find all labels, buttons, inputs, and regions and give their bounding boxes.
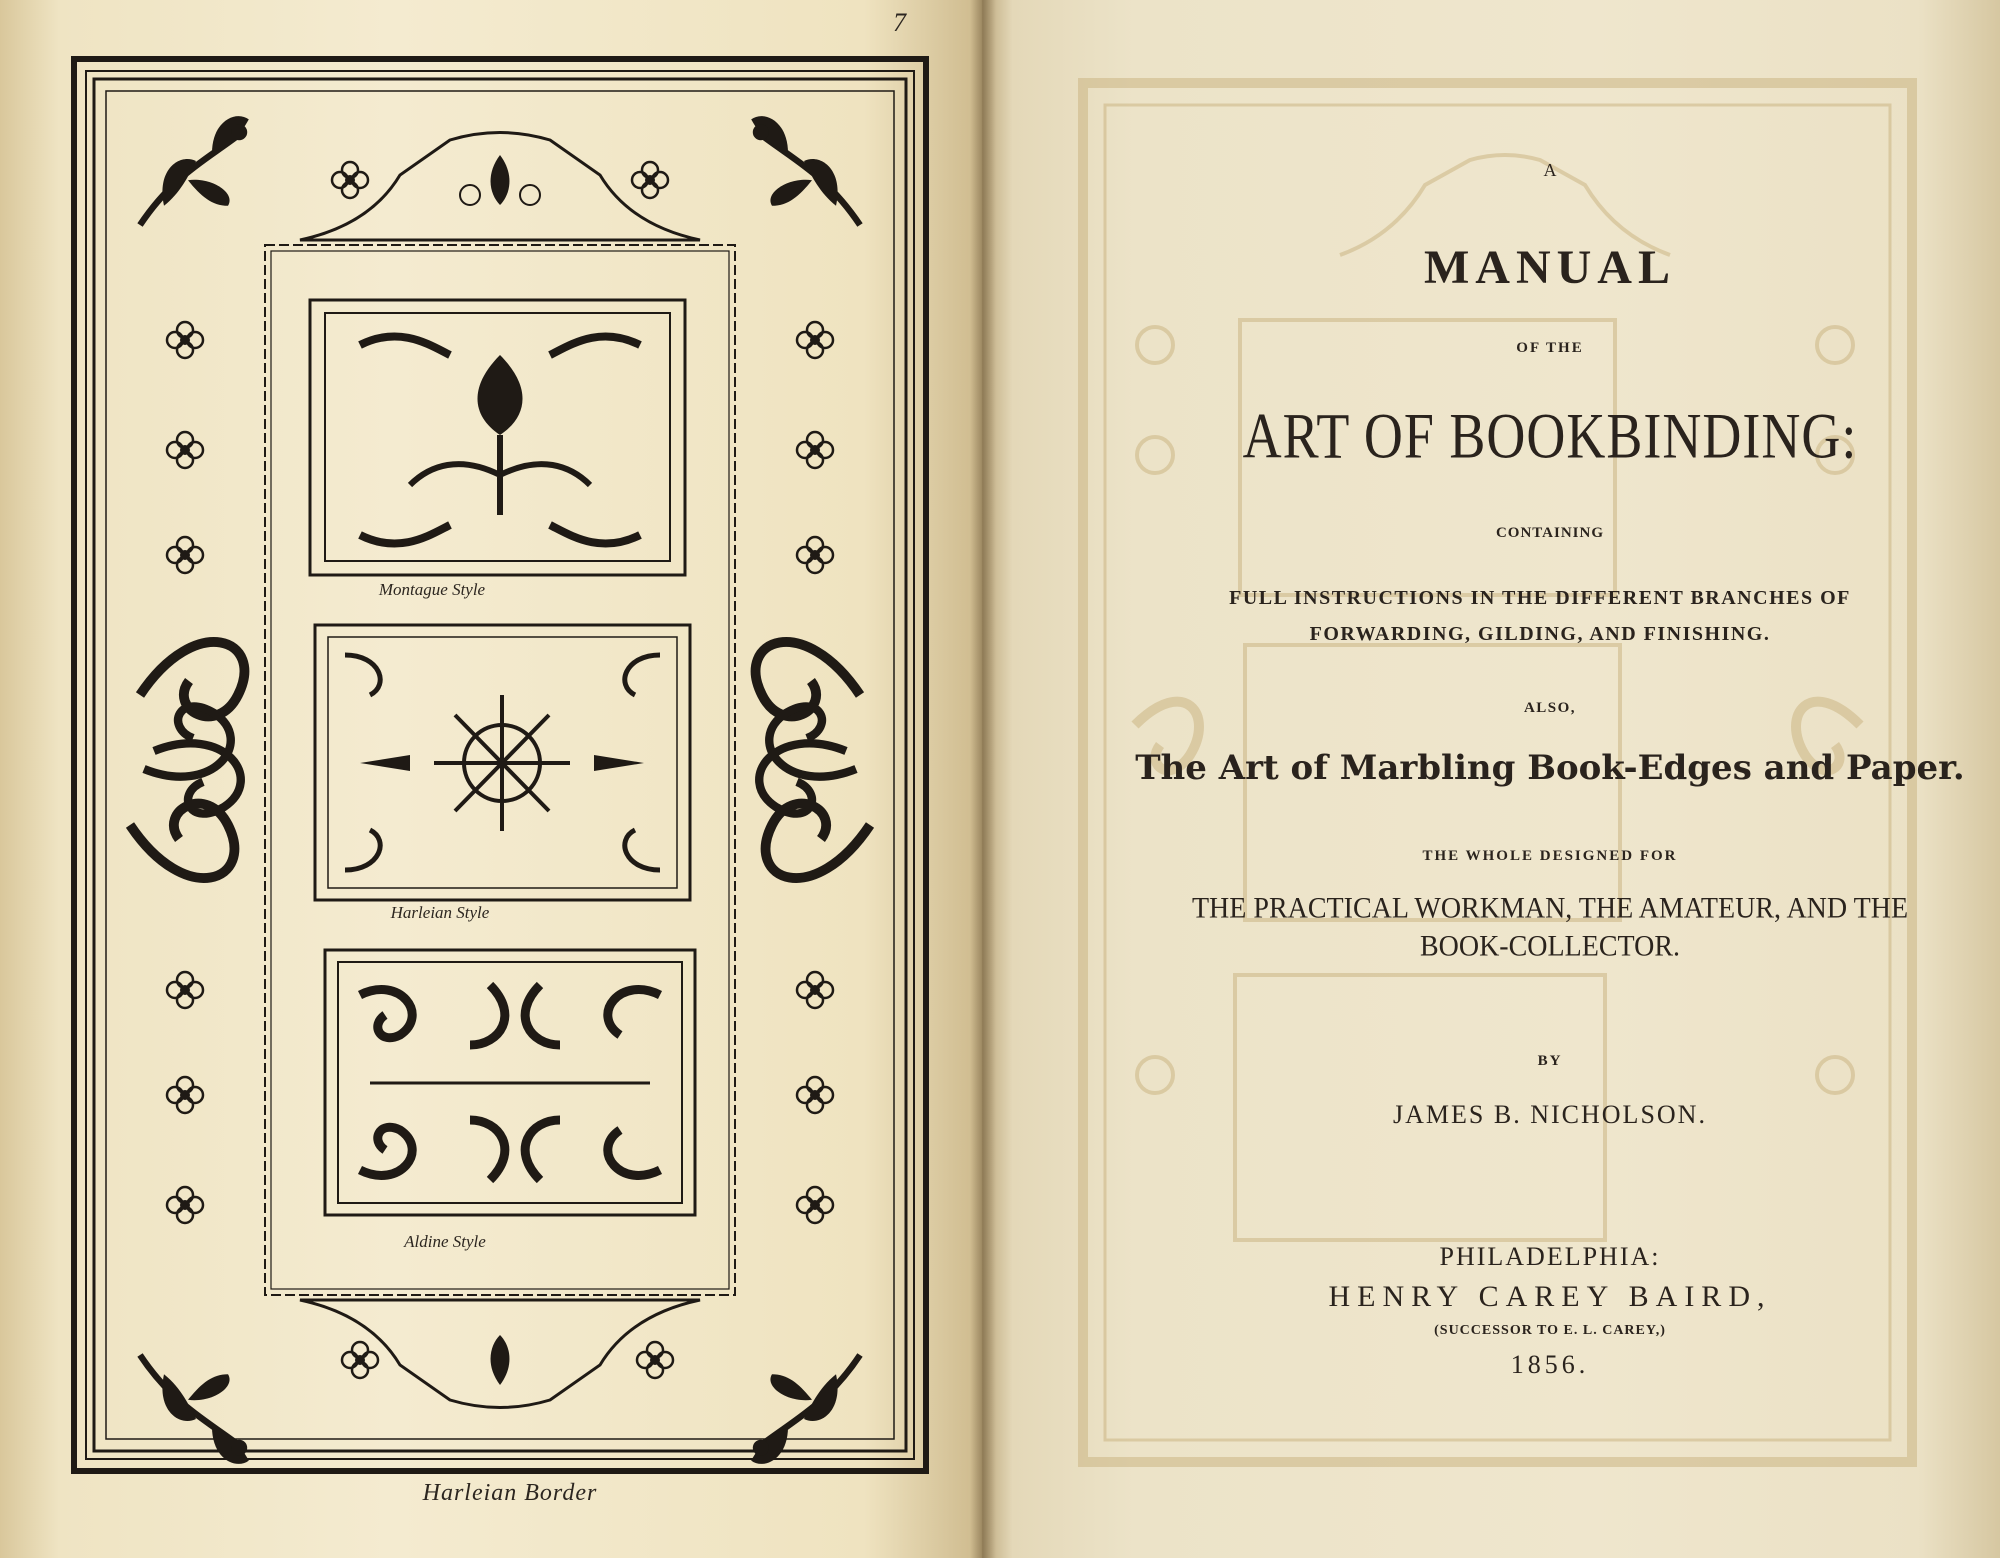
instructions-line-2: FORWARDING, GILDING, AND FINISHING. xyxy=(1309,623,1771,645)
title-manual: MANUAL xyxy=(1424,241,1676,294)
panel-label-harleian: Harleian Style xyxy=(390,903,490,922)
book-gutter xyxy=(970,0,996,1558)
plate-caption: Harleian Border xyxy=(422,1480,598,1506)
imprint-year: 1856. xyxy=(1510,1350,1590,1379)
author-name: JAMES B. NICHOLSON. xyxy=(1393,1100,1707,1129)
harleian-border-plate xyxy=(70,55,930,1475)
page-number: 7 xyxy=(893,8,906,37)
also-label: ALSO, xyxy=(1523,700,1577,716)
marbling-subtitle: The Art of Marbling Book-Edges and Paper. xyxy=(1135,748,1965,788)
title-article: A xyxy=(1543,160,1557,180)
audience-line-1: THE PRACTICAL WORKMAN, THE AMATEUR, AND THE xyxy=(1191,892,1909,925)
imprint-successor: (SUCCESSOR TO E. L. CAREY,) xyxy=(1434,1323,1666,1338)
title-of-the: OF THE xyxy=(1516,340,1584,356)
instructions-line-1: FULL INSTRUCTIONS IN THE DIFFERENT BRANCHES OF xyxy=(1229,587,1851,609)
panel-label-aldine: Aldine Style xyxy=(404,1232,486,1251)
imprint-city: PHILADELPHIA: xyxy=(1439,1242,1661,1271)
frontispiece-page xyxy=(0,0,982,1558)
panel-label-montague: Montague Style xyxy=(378,580,486,599)
designed-for-label: THE WHOLE DESIGNED FOR xyxy=(1422,848,1678,864)
imprint-publisher: HENRY CAREY BAIRD, xyxy=(1328,1280,1772,1313)
instructions-text xyxy=(1160,580,1920,652)
by-label: BY xyxy=(1537,1053,1563,1069)
containing-label: CONTAINING xyxy=(1495,525,1605,541)
title-subject: ART OF BOOKBINDING: xyxy=(1242,400,1858,472)
audience-line-2: BOOK-COLLECTOR. xyxy=(1419,930,1681,963)
audience-text xyxy=(1150,890,1950,966)
